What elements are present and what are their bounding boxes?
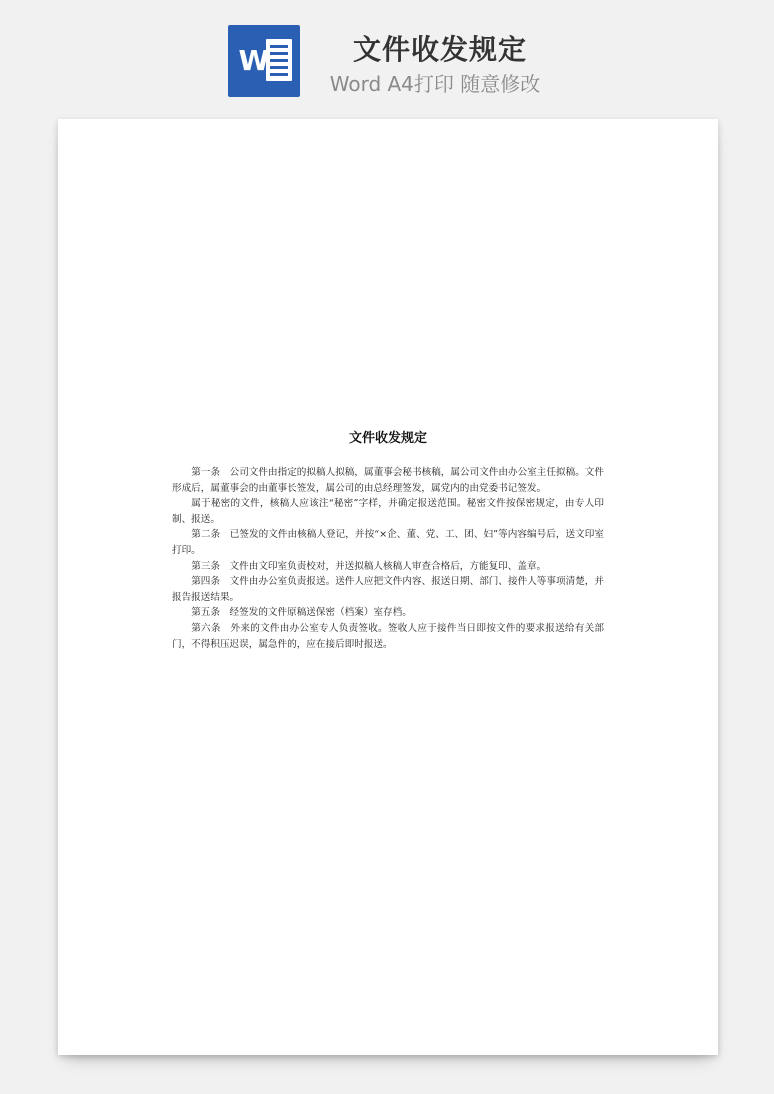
paragraph: 第二条 已签发的文件由核稿人登记，并按“×企、董、党、工、团、妇”等内容编号后，送文印室打印。: [172, 529, 604, 556]
word-icon-letter: W: [238, 44, 270, 77]
paragraph: 第六条 外来的文件由办公室专人负责签收。签收人应于接件当日即按文件的要求报送给有关部门，不得积压迟误，属急件的，应在接后即时报送。: [172, 622, 604, 650]
word-icon: [228, 25, 300, 97]
document-page: [58, 119, 718, 1055]
paragraph: 第五条 经签发的文件原稿送保密（档案）室存档。: [191, 607, 412, 619]
paragraph: 第三条 文件由文印室负责校对，并送拟稿人核稿人审查合格后，方能复印、盖章。: [191, 560, 547, 572]
document-body: [172, 465, 604, 652]
header-title: 文件收发规定: [352, 33, 527, 66]
paragraph: 第四条 文件由办公室负责报送。送件人应把文件内容、报送日期、部门、接件人等事项清楚，并报告报送结果。: [172, 576, 604, 603]
header-subtitle: Word A4打印 随意修改: [329, 72, 541, 96]
page-header: [0, 0, 774, 110]
document-title: 文件收发规定: [348, 431, 427, 446]
paragraph: 第一条 公司文件由指定的拟稿人拟稿，属董事会秘书核稿，属公司文件由办公室主任拟稿。文件形成后，属董事会的由董事长签发，属公司的由总经理签发，属党内的由党委书记签发。: [172, 467, 604, 494]
paragraph: 属于秘密的文件，核稿人应该注“秘密”字样，并确定报送范围。秘密文件按保密规定，由专人印制、报送。: [172, 498, 604, 525]
